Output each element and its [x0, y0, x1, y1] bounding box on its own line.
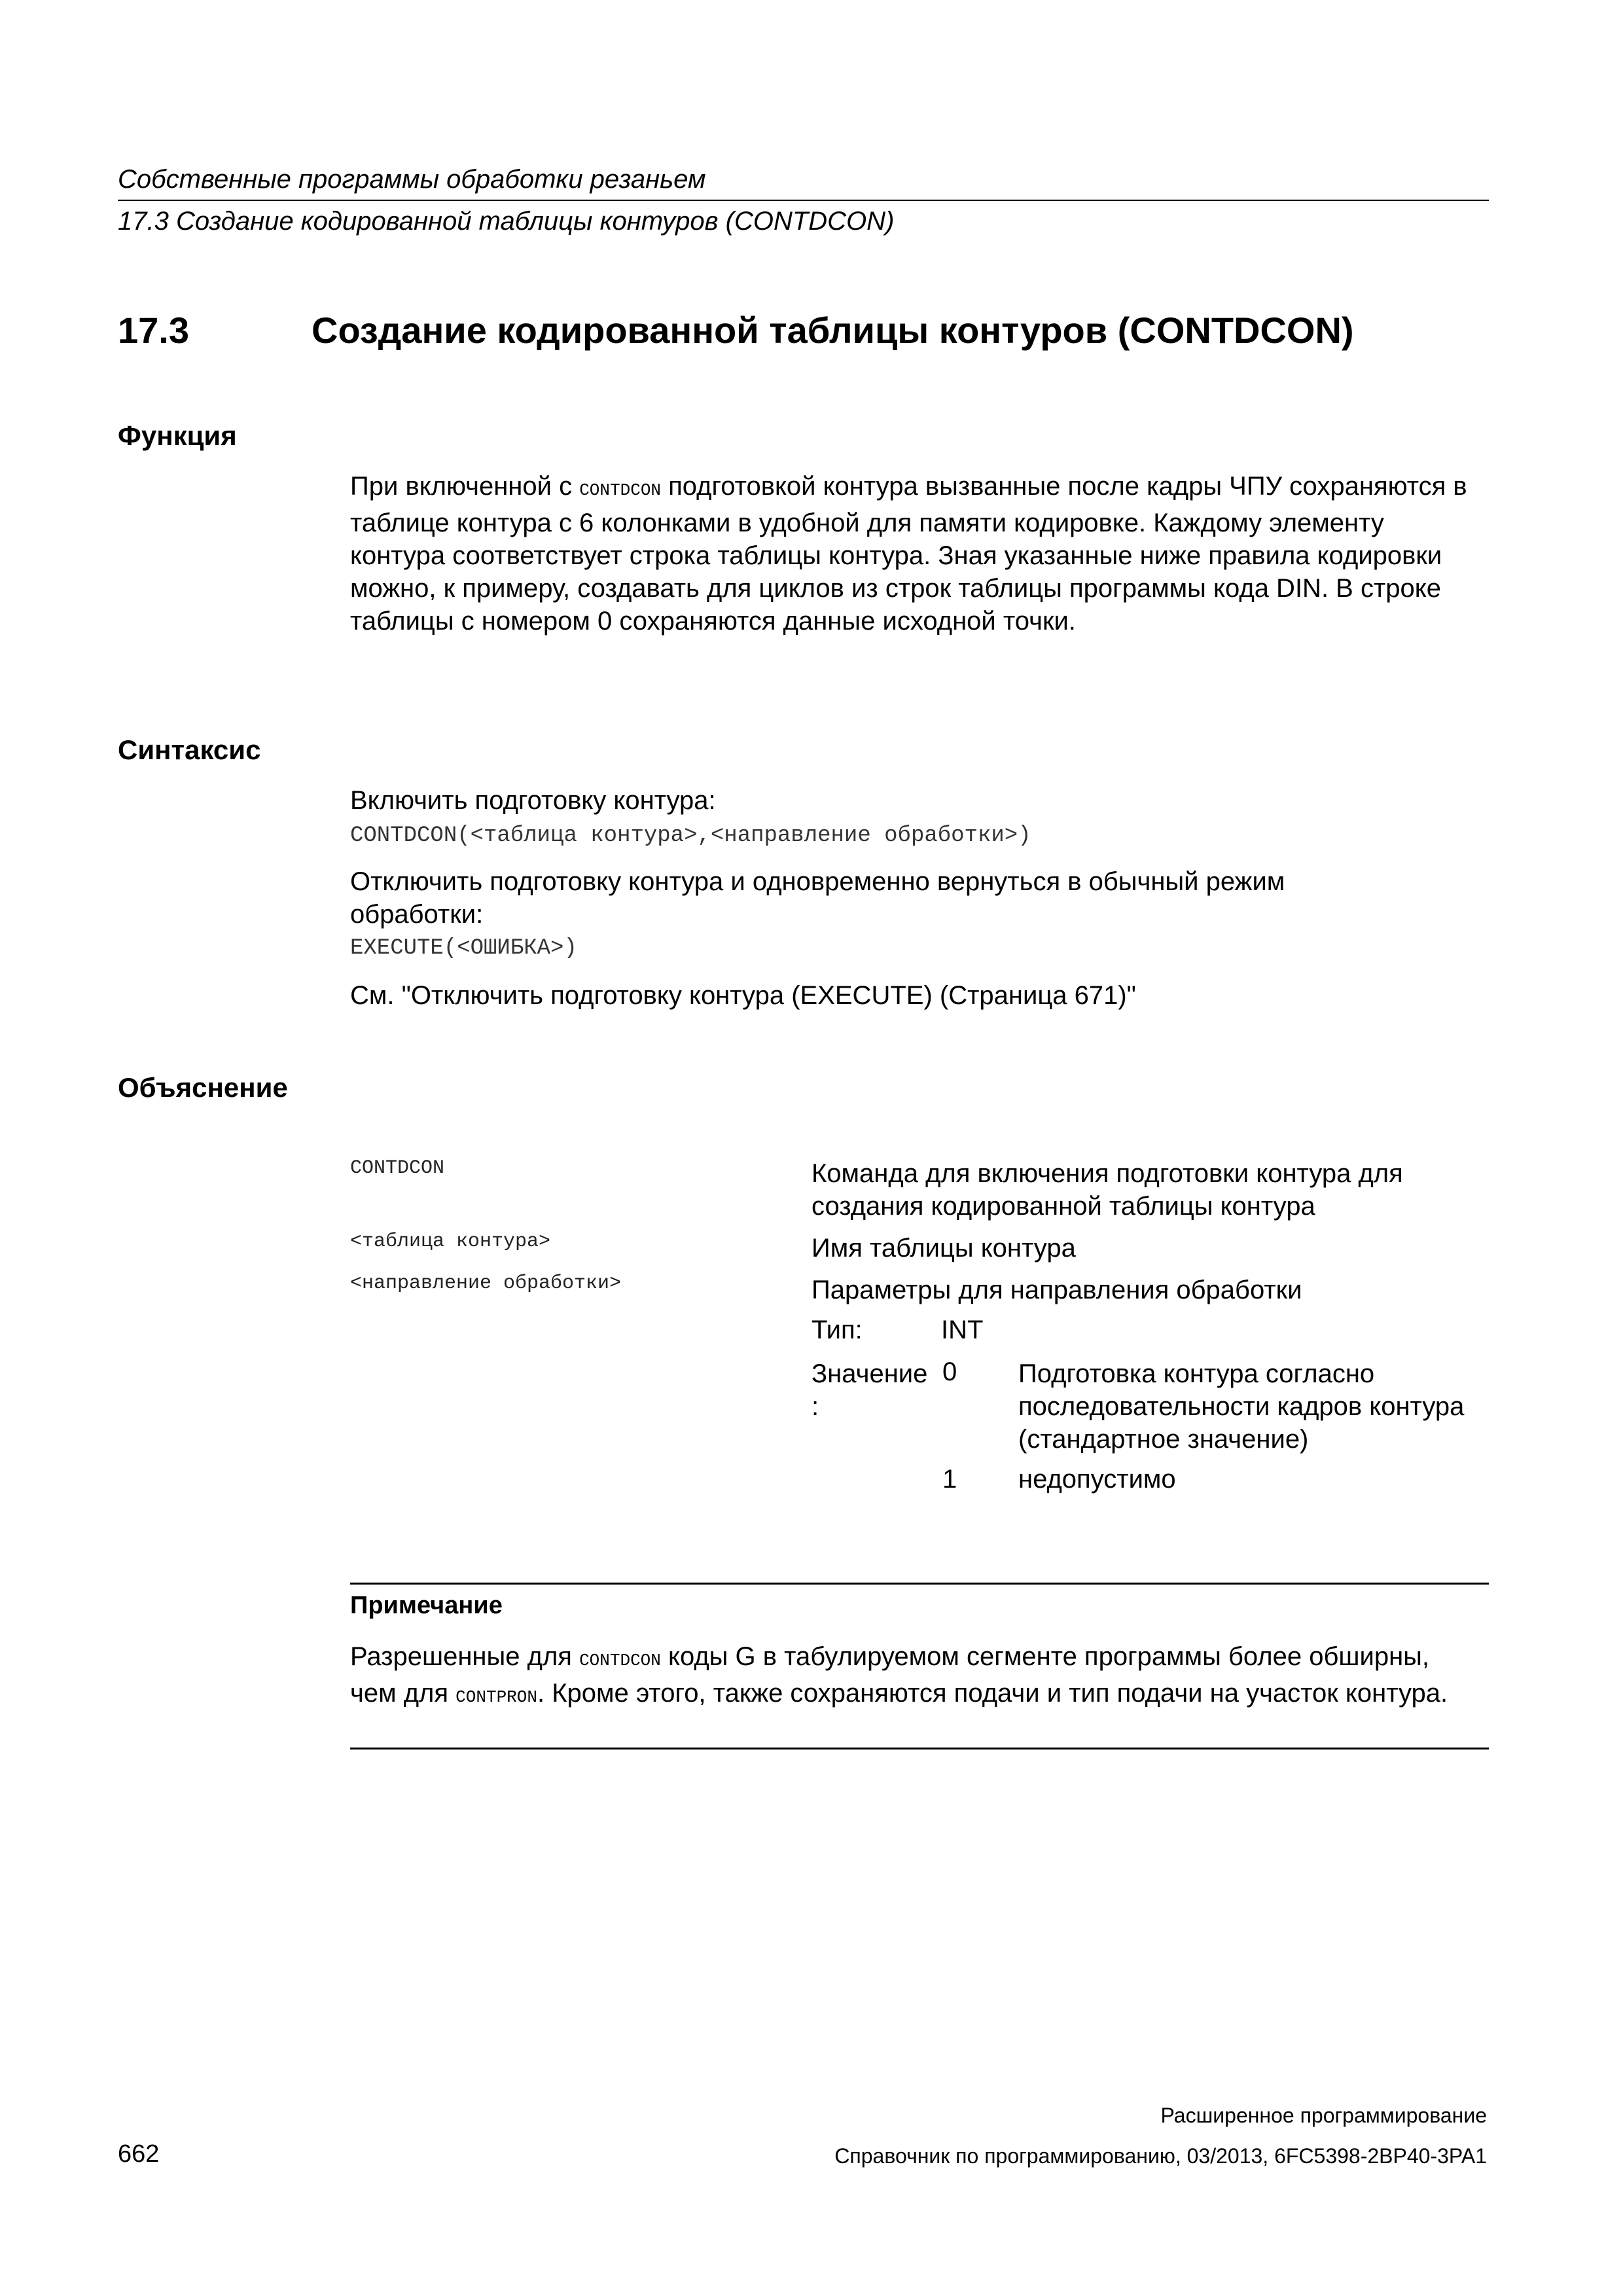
note-text-3: . Кроме этого, также сохраняются подачи и тип подачи на участок контура. [537, 1679, 1448, 1708]
function-text-post: подготовкой контура вызванные после кадры ЧПУ сохраняются в таблице контура с 6 колонками в удобной для памяти кодировке. Каждому элементу контура соответствует строка таблицы контура. Зная указанные ниже правила кодировки можно, к примеру, создавать для циклов из строк таблицы программы кода DIN. В строке таблицы с номером 0 сохраняются данные исходной точки. [350, 472, 1467, 636]
note-code-1: CONTDCON [579, 1651, 661, 1670]
function-heading: Функция [118, 420, 237, 451]
param-contdcon-desc: Команда для включения подготовки контура для создания кодированной таблицы контура [812, 1159, 1403, 1221]
function-text-pre: При включенной с [350, 472, 580, 501]
section-title: Создание кодированной таблицы контуров (CONTDCON) [312, 310, 1354, 351]
note-text-1: Разрешенные для [350, 1642, 580, 1671]
value-text-0: Подготовка контура согласно последовательности кадров контура (стандартное значение) [1018, 1359, 1465, 1454]
running-header-chapter: Собственные программы обработки резаньем [118, 165, 706, 194]
value-label-text: Значение [812, 1359, 928, 1388]
syntax-disable-code: EXECUTE(<ОШИБКА>) [350, 936, 577, 961]
syntax-see-also: См. "Отключить подготовку контура (EXECUTE) (Страница 671)" [350, 981, 1136, 1010]
note-bottom-rule [350, 1748, 1489, 1749]
param-direction: <направление обработки> [350, 1272, 622, 1295]
value-code-1: 1 [942, 1465, 957, 1494]
header-rule [118, 200, 1489, 201]
syntax-enable-label: Включить подготовку контура: [350, 786, 716, 815]
footer-book-ref: Справочник по программированию, 03/2013, 6FC5398-2BP40-3PA1 [834, 2144, 1487, 2168]
value-label [812, 1357, 927, 1423]
note-paragraph [350, 1640, 1482, 1713]
note-heading: Примечание [350, 1592, 503, 1619]
note-code-2: CONTPRON [455, 1687, 537, 1707]
param-contdcon: CONTDCON [350, 1157, 445, 1179]
note-top-rule [350, 1583, 1489, 1585]
syntax-enable-code: CONTDCON(<таблица контура>,<направление обработки>) [350, 823, 1031, 848]
type-value: INT [941, 1316, 984, 1344]
running-header-section: 17.3 Создание кодированной таблицы контуров (CONTDCON) [118, 207, 895, 236]
syntax-heading: Синтаксис [118, 734, 261, 765]
param-contour-table: <таблица контура> [350, 1230, 551, 1253]
function-code: CONTDCON [579, 480, 662, 500]
syntax-disable-label: Отключить подготовку контура и одновременно вернуться в обычный режим обработки: [350, 867, 1285, 929]
explanation-heading: Объяснение [118, 1072, 288, 1103]
param-contour-table-desc: Имя таблицы контура [812, 1234, 1076, 1263]
param-direction-desc: Параметры для направления обработки [812, 1276, 1302, 1304]
footer-book-title: Расширенное программирование [1160, 2104, 1487, 2127]
value-label-colon: : [812, 1392, 819, 1421]
section-number: 17.3 [118, 310, 189, 351]
function-paragraph [350, 470, 1482, 637]
page-number: 662 [118, 2140, 160, 2168]
note-text-2: коды G в табулируемом сегменте программы более обширны, чем для [350, 1642, 1430, 1708]
value-code-0: 0 [942, 1357, 957, 1386]
type-label: Тип: [812, 1316, 863, 1344]
value-text-1: недопустимо [1018, 1465, 1176, 1494]
